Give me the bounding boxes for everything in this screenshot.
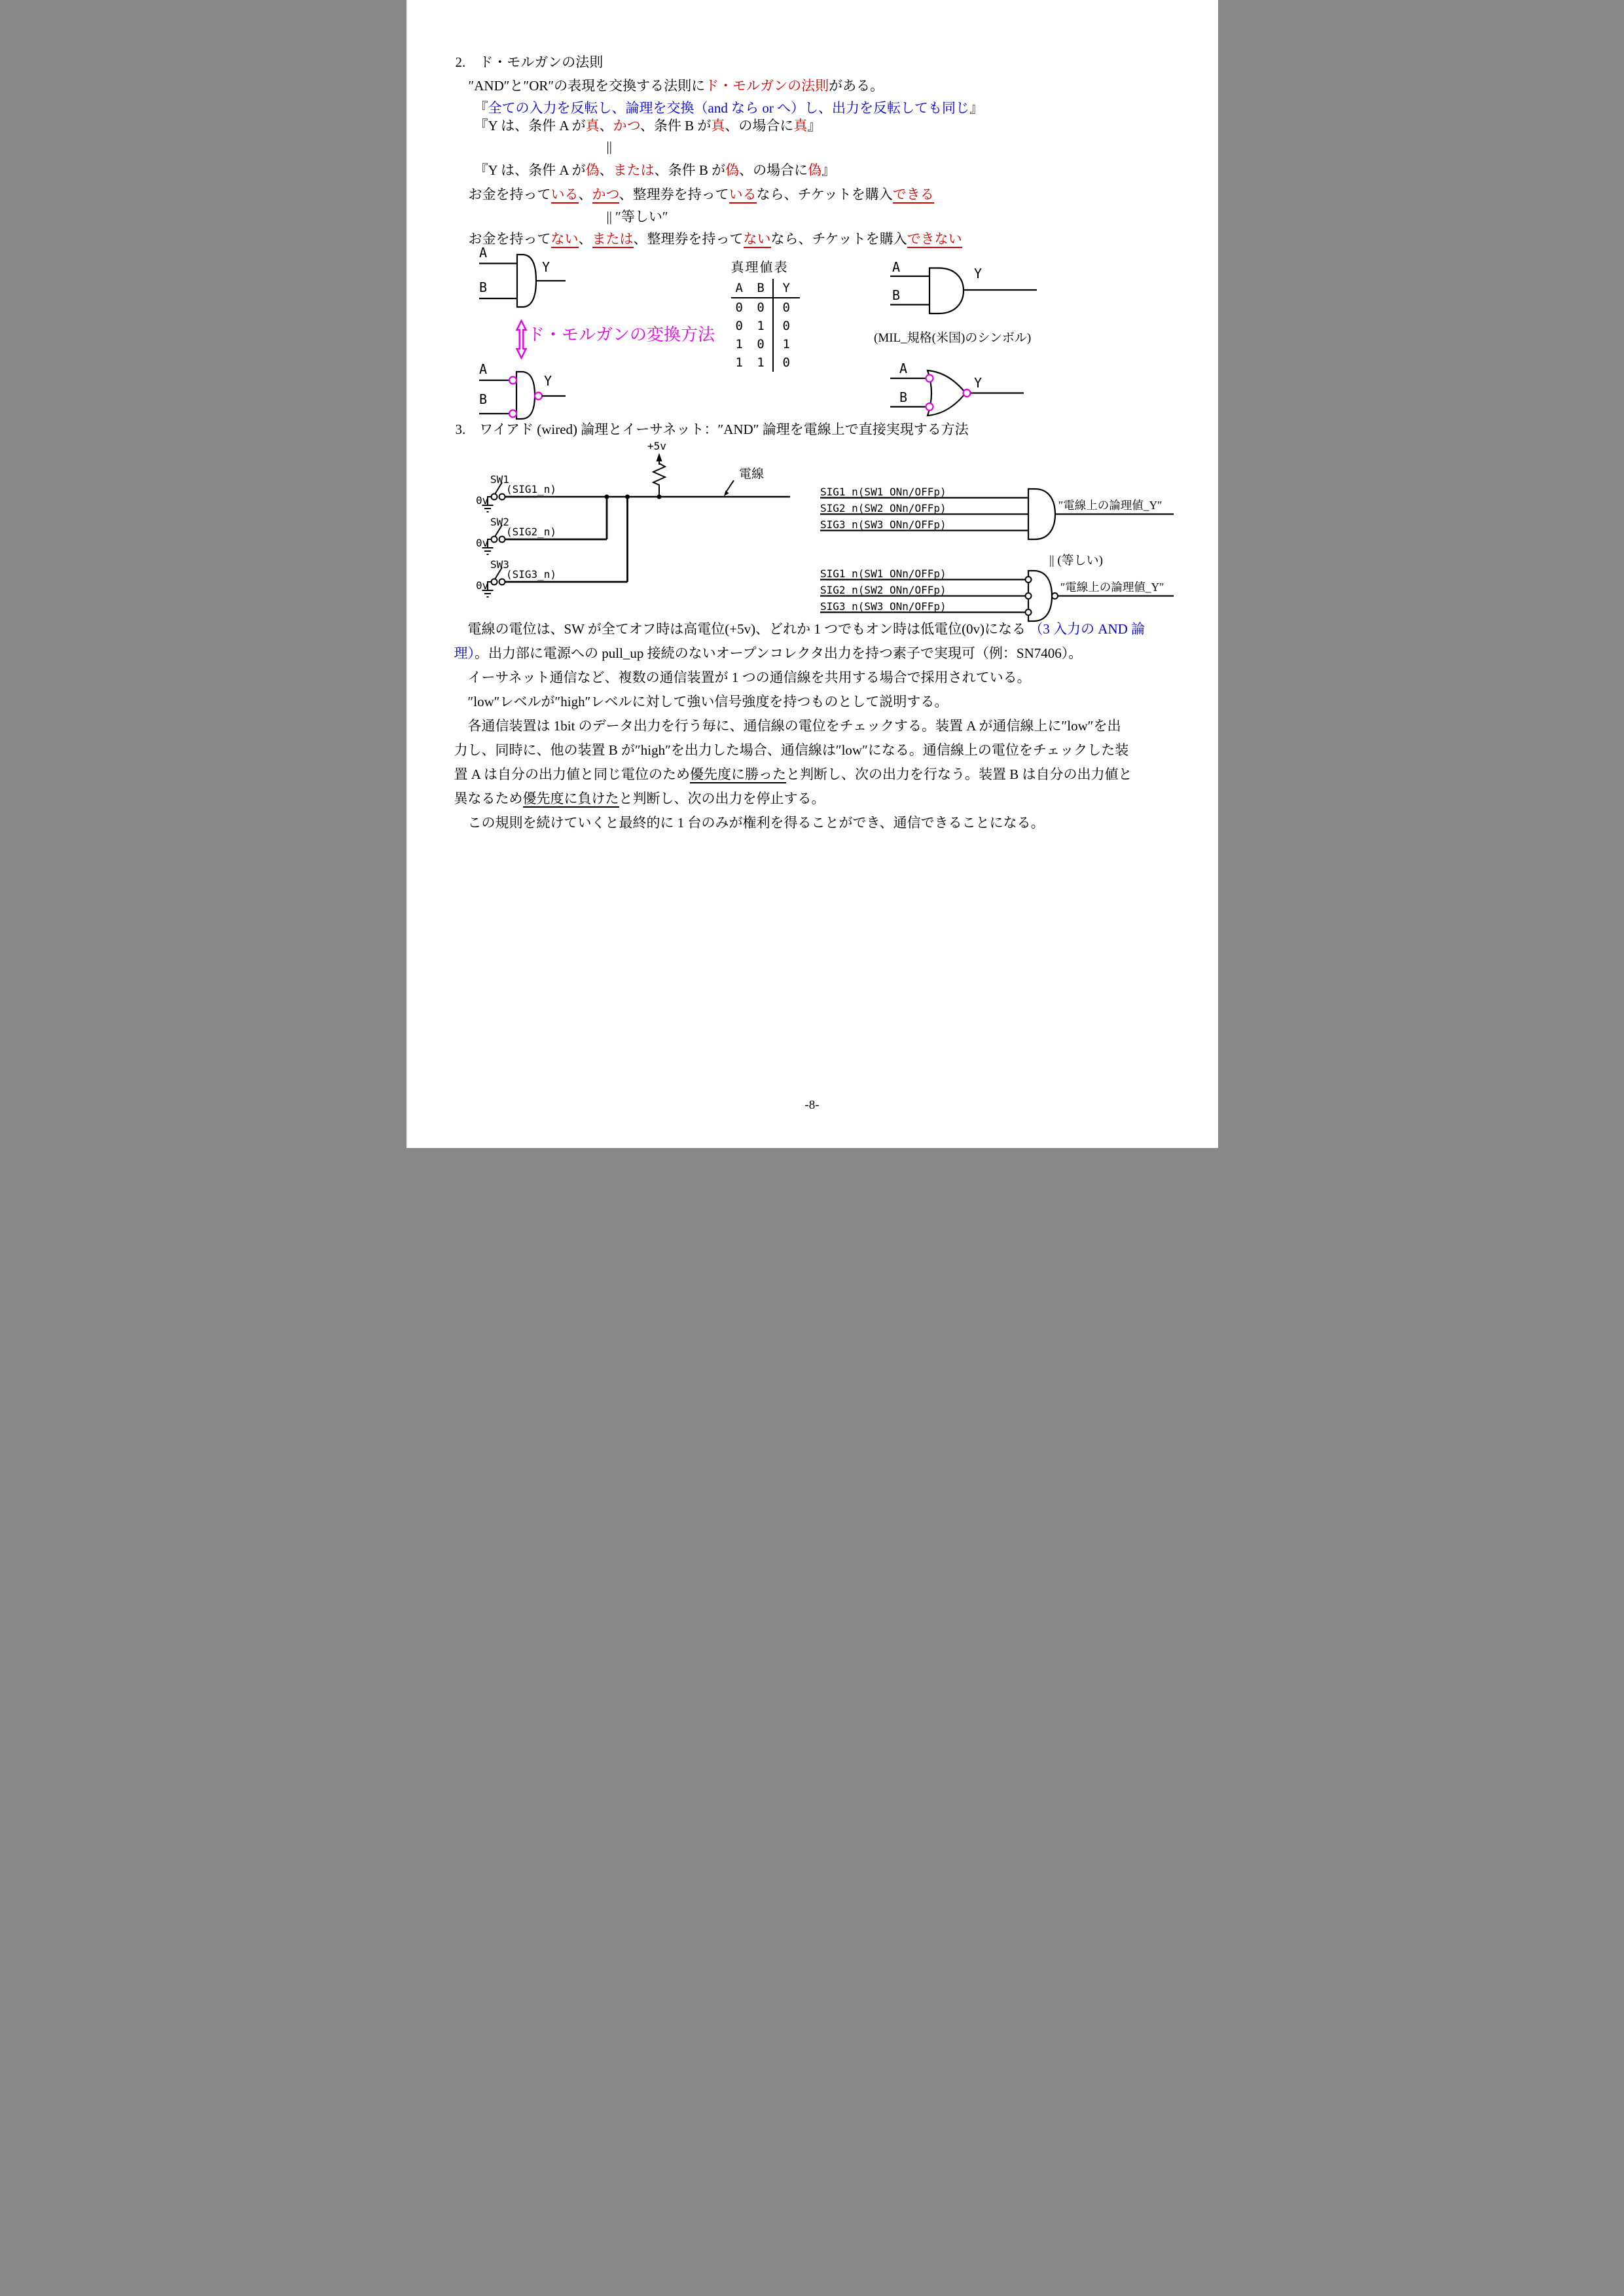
output-value-label: ″電線上の論理値_Y″ [1060, 581, 1164, 594]
truth-table-row: 0 0 0 [731, 298, 800, 317]
inverter-bubble-icon [1025, 577, 1031, 583]
page-number: -8- [804, 1098, 820, 1112]
text-line: お金を持っている、かつ、整理券を持っているなら、チケットを購入できる [468, 187, 934, 202]
input-b-label: B [478, 391, 487, 407]
input-b-label: B [478, 279, 487, 295]
text-line: 『Y は、条件 A が偽、または、条件 B が偽、の場合に偽』 [474, 162, 836, 178]
text-line: 2. ド・モルガンの法則 [455, 54, 604, 70]
wire-annotation [724, 467, 764, 496]
input-a-label: A [478, 245, 487, 260]
switch-name: SW2 [490, 516, 509, 528]
pullup-resistor [647, 440, 666, 497]
input-b-label: B [899, 389, 907, 405]
text-line: 置 A は自分の出力値と同じ電位のため優先度に勝ったと判断し、次の出力を行なう。装置 B は自分の出力値と [454, 766, 1132, 782]
wired-circuit-diagram [472, 439, 799, 609]
signal1-label: SIG1_n(SW1_ONn/OFFp) [820, 486, 947, 498]
switch-name: SW3 [490, 558, 509, 571]
text-line: 各通信装置は 1bit のデータ出力を行う毎に、通信線の電位をチェックする。装置 A が通信線上に″low″を出 [454, 718, 1121, 734]
truth-table-header: A B Y [731, 279, 800, 298]
text-line: 電線の電位は、SW が全てオフ時は高電位(+5v)、どれか 1 つでもオン時は低電位(0v)になる （3 入力の AND 論 [454, 621, 1146, 637]
bubbled-gate-symbol [479, 361, 566, 419]
text-line: ″low″レベルが″high″レベルに対して強い信号強度を持つものとして説明する。 [454, 694, 948, 709]
inverter-bubble-icon [1025, 593, 1031, 599]
inverter-bubble-icon [509, 377, 516, 384]
text-line: ″AND″と″OR″の表現を交換する法則にド・モルガンの法則がある。 [468, 78, 884, 94]
truth-table-rows [731, 298, 800, 372]
input-a-label: A [478, 361, 487, 377]
text-line: 『全ての入力を反転し、論理を交換（and なら or へ）し、出力を反転しても同じ』 [474, 100, 984, 116]
signal2-label: SIG2_n(SW2_ONn/OFFp) [820, 502, 947, 514]
wired-gates-diagram [816, 481, 1182, 632]
output-y-label: Y [973, 266, 982, 281]
text-line: お金を持ってない、または、整理券を持ってないなら、チケットを購入できない [468, 231, 962, 247]
switch-sw2 [476, 497, 607, 554]
inverter-bubble-icon [926, 403, 933, 410]
and-gate-3input [820, 486, 1174, 539]
transform-method-label: ド・モルガンの変換方法 [527, 325, 715, 344]
demorgan-right-diagram [861, 252, 1084, 422]
text-line: 理）。出力部に電源への pull_up 接続のないオープンコレクタ出力を持つ素子で実現可（例：SN7406）。 [454, 645, 1083, 661]
truth-table-grid [731, 279, 800, 372]
input-a-label: A [899, 361, 907, 376]
mil-bubbled-or-gate-symbol [890, 361, 1024, 416]
text-line: イーサネット通信など、複数の通信装置が 1 つの通信線を共用する場合で採用されている。 [454, 670, 1031, 685]
truth-table-row: 1 1 0 [731, 353, 800, 372]
signal2-label: SIG2_n(SW2_ONn/OFFp) [820, 584, 947, 596]
inverter-bubble-icon [509, 410, 516, 418]
signal-name: (SIG3_n) [505, 568, 556, 581]
output-y-label: Y [541, 259, 550, 275]
mil-standard-note: (MIL_規格(米国)のシンボル) [873, 331, 1031, 345]
signal1-label: SIG1_n(SW1_ONn/OFFp) [820, 567, 947, 580]
text-line: || ″等しい″ [606, 209, 668, 224]
inverter-bubble-icon [1025, 609, 1031, 615]
text-line: 『Y は、条件 A が真、かつ、条件 B が真、の場合に真』 [474, 118, 821, 134]
inverter-bubble-icon [963, 389, 970, 397]
bubbled-and-gate-3input [820, 567, 1174, 621]
ground-label: 0v [475, 579, 488, 592]
and-gate-symbol [479, 245, 566, 307]
text-line: この規則を続けていくと最終的に 1 台のみが権利を得ることができ、通信できることになる。 [454, 815, 1045, 831]
signal-name: (SIG1_n) [505, 483, 556, 495]
signal3-label: SIG3_n(SW3_ONn/OFFp) [820, 518, 947, 531]
ground-label: 0v [475, 494, 488, 507]
inverter-bubble-icon [535, 393, 542, 400]
arrow-icon [724, 491, 729, 497]
text-line: || [606, 139, 612, 154]
mil-and-gate-symbol [890, 259, 1037, 314]
output-y-label: Y [543, 373, 552, 389]
output-value-label: ″電線上の論理値_Y″ [1058, 499, 1162, 512]
text-line: 3. ワイアド (wired) 論理とイーサネット：″AND″ 論理を電線上で直接実現する方法 [455, 422, 969, 437]
ground-label: 0v [475, 537, 488, 549]
junction-dot [657, 495, 661, 499]
signal-name: (SIG2_n) [505, 526, 556, 538]
input-b-label: B [892, 287, 900, 303]
inverter-bubble-icon [1052, 593, 1058, 599]
truth-table-row: 1 0 1 [731, 335, 800, 353]
output-y-label: Y [973, 375, 982, 391]
wire-label: 電線 [738, 467, 764, 481]
input-a-label: A [892, 259, 900, 275]
truth-table-row: 0 1 0 [731, 317, 800, 335]
switch-name: SW1 [490, 473, 509, 486]
truth-table [731, 257, 800, 372]
vcc-label: +5v [647, 440, 666, 452]
truth-table-title: 真理値表 [731, 260, 789, 275]
demorgan-transform-arrow [516, 321, 715, 358]
signal3-label: SIG3_n(SW3_ONn/OFFp) [820, 600, 947, 613]
document-page [406, 0, 1218, 1148]
double-arrow-icon [516, 321, 526, 358]
equivalence-label: || (等しい) [1049, 554, 1103, 567]
text-line: 力し、同時に、他の装置 B が″high″を出力した場合、通信線は″low″になる。通信線上の電位をチェックした装 [454, 742, 1129, 758]
resistor-zigzag-icon [653, 463, 665, 497]
switch-sw3 [476, 497, 628, 597]
inverter-bubble-icon [926, 375, 933, 382]
switch-sw1 [476, 473, 556, 512]
text-line: 異なるため優先度に負けたと判断し、次の出力を停止する。 [454, 791, 825, 806]
demorgan-left-diagram [469, 236, 731, 425]
